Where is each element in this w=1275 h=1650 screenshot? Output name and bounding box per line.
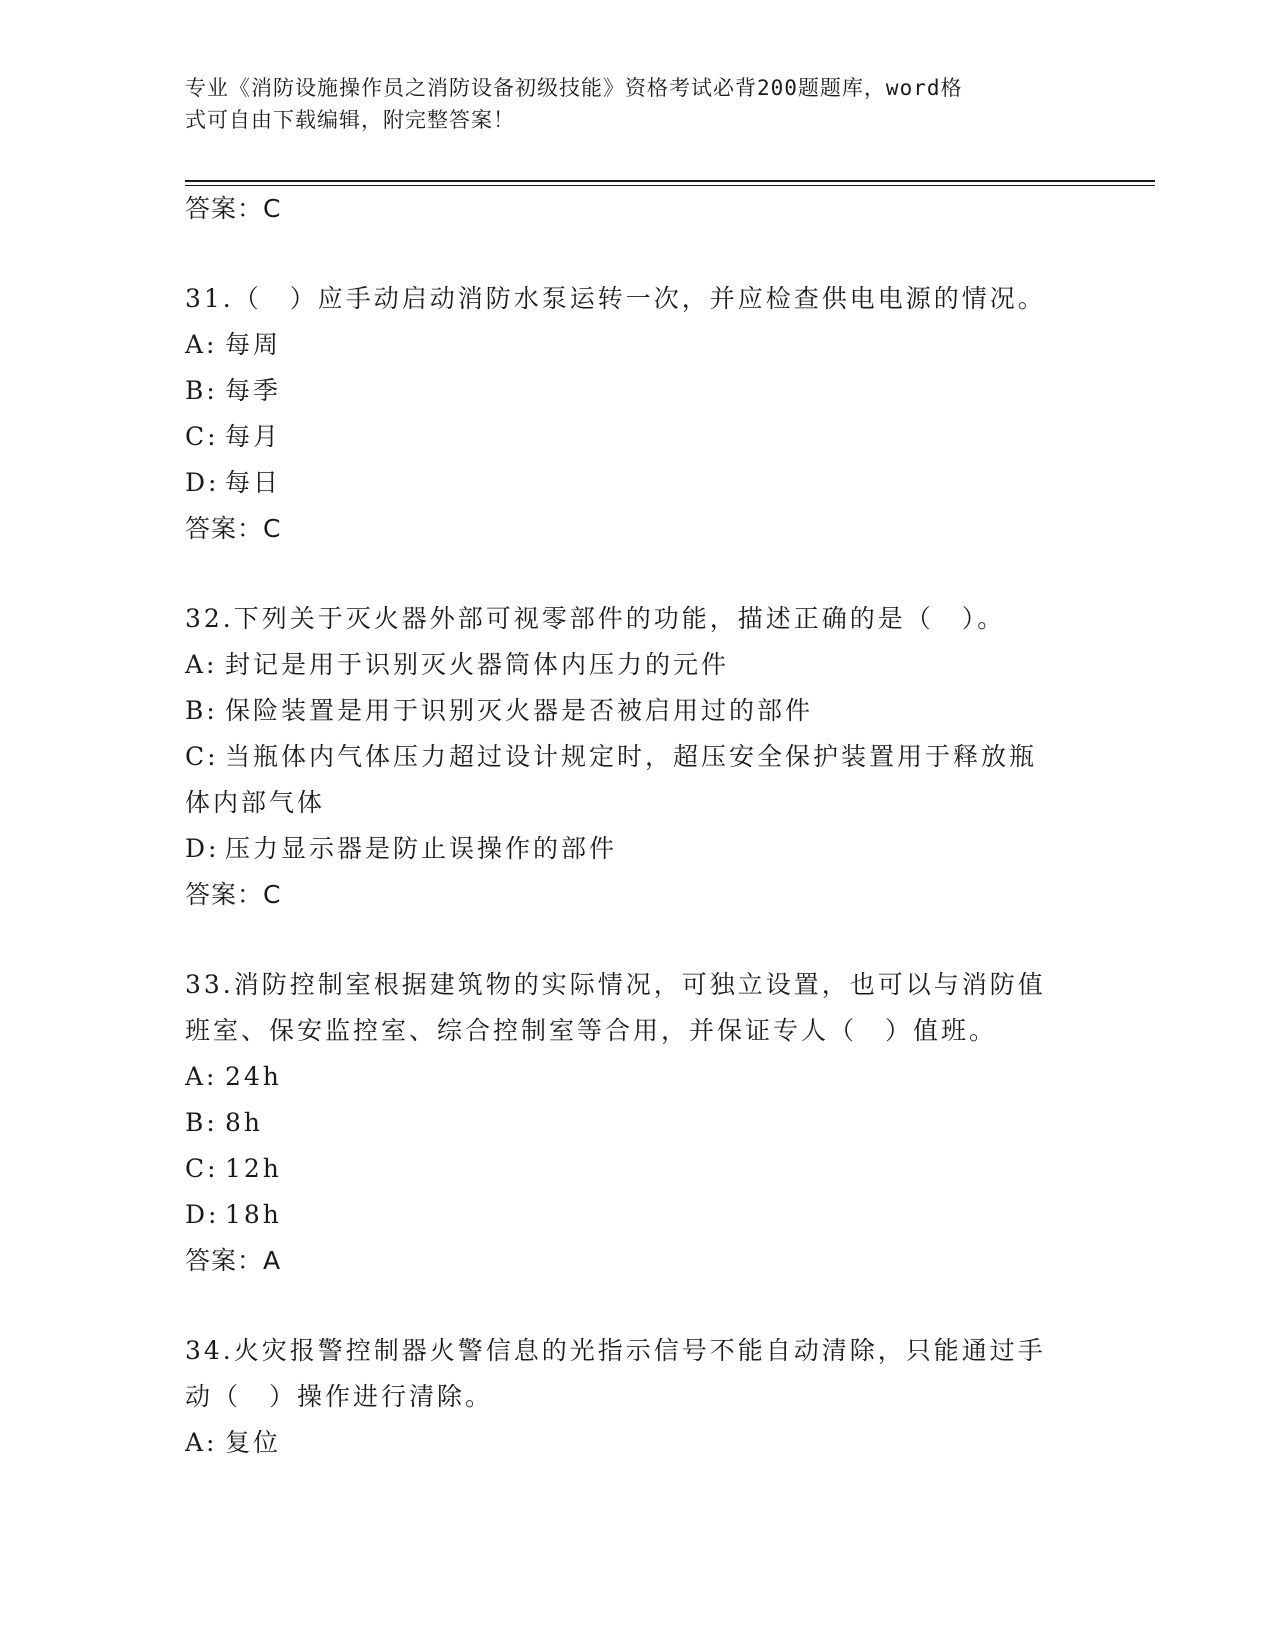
option-text: 每月 — [225, 422, 282, 451]
option-letter: B: — [185, 1108, 218, 1137]
question-34 — [185, 1328, 1065, 1466]
option-text: 压力显示器是防止误操作的部件 — [225, 834, 618, 863]
option-text: 24h — [225, 1062, 282, 1091]
answer-line: 答案：C — [185, 194, 282, 223]
answer-line: 答案：C — [185, 880, 282, 909]
question-text: 33.消防控制室根据建筑物的实际情况，可独立设置，也可以与消防值 — [185, 970, 1046, 999]
header-divider-thick — [185, 180, 1155, 182]
option-c — [185, 1146, 1065, 1192]
option-text: 每日 — [225, 468, 282, 497]
question-33 — [185, 962, 1065, 1284]
option-c — [185, 414, 1065, 460]
spacer — [185, 232, 1065, 276]
option-letter: D: — [185, 834, 220, 863]
option-a — [185, 1420, 1065, 1466]
option-a — [185, 322, 1065, 368]
option-letter: A: — [185, 1428, 218, 1457]
document-header — [185, 72, 1055, 136]
option-text: 保险装置是用于识别灭火器是否被启用过的部件 — [225, 696, 814, 725]
header-line-2: 式可自由下载编辑，附完整答案！ — [185, 108, 515, 132]
option-d — [185, 460, 1065, 506]
option-d — [185, 826, 1065, 872]
option-letter: D: — [185, 1200, 220, 1229]
option-a — [185, 1054, 1065, 1100]
option-text: 8h — [225, 1108, 264, 1137]
option-c — [185, 734, 1065, 780]
option-text: 12h — [225, 1154, 282, 1183]
question-32 — [185, 596, 1065, 918]
option-letter: C: — [185, 422, 219, 451]
option-letter: C: — [185, 742, 219, 771]
option-text: 每周 — [225, 330, 282, 359]
option-letter: B: — [185, 376, 218, 405]
option-a — [185, 642, 1065, 688]
option-letter: A: — [185, 650, 218, 679]
question-text-continued: 班室、保安监控室、综合控制室等合用，并保证专人（ ）值班。 — [185, 1016, 998, 1045]
question-text: 32.下列关于灭火器外部可视零部件的功能，描述正确的是（ ）。 — [185, 604, 1006, 633]
option-d — [185, 1192, 1065, 1238]
answer-line: 答案：A — [185, 1246, 282, 1275]
question-text-continued: 动（ ）操作进行清除。 — [185, 1382, 494, 1411]
option-b — [185, 1100, 1065, 1146]
option-text: 当瓶体内气体压力超过设计规定时，超压安全保护装置用于释放瓶 — [225, 742, 1038, 771]
question-list — [185, 186, 1065, 1466]
option-c-continued: 体内部气体 — [185, 788, 326, 817]
option-text: 复位 — [225, 1428, 282, 1457]
spacer — [185, 918, 1065, 962]
option-letter: A: — [185, 330, 218, 359]
option-letter: B: — [185, 696, 218, 725]
option-text: 封记是用于识别灭火器筒体内压力的元件 — [225, 650, 730, 679]
option-letter: A: — [185, 1062, 218, 1091]
question-text: 34.火灾报警控制器火警信息的光指示信号不能自动清除，只能通过手 — [185, 1336, 1046, 1365]
option-text: 每季 — [225, 376, 282, 405]
option-letter: C: — [185, 1154, 219, 1183]
question-31 — [185, 276, 1065, 552]
option-letter: D: — [185, 468, 220, 497]
answer-line: 答案：C — [185, 514, 282, 543]
header-line-1: 专业《消防设施操作员之消防设备初级技能》资格考试必背200题题库，word格 — [185, 76, 963, 100]
spacer — [185, 1284, 1065, 1328]
spacer — [185, 552, 1065, 596]
option-text: 18h — [225, 1200, 282, 1229]
option-b — [185, 368, 1065, 414]
question-text: 31.（ ）应手动启动消防水泵运转一次，并应检查供电电源的情况。 — [185, 284, 1046, 313]
option-b — [185, 688, 1065, 734]
